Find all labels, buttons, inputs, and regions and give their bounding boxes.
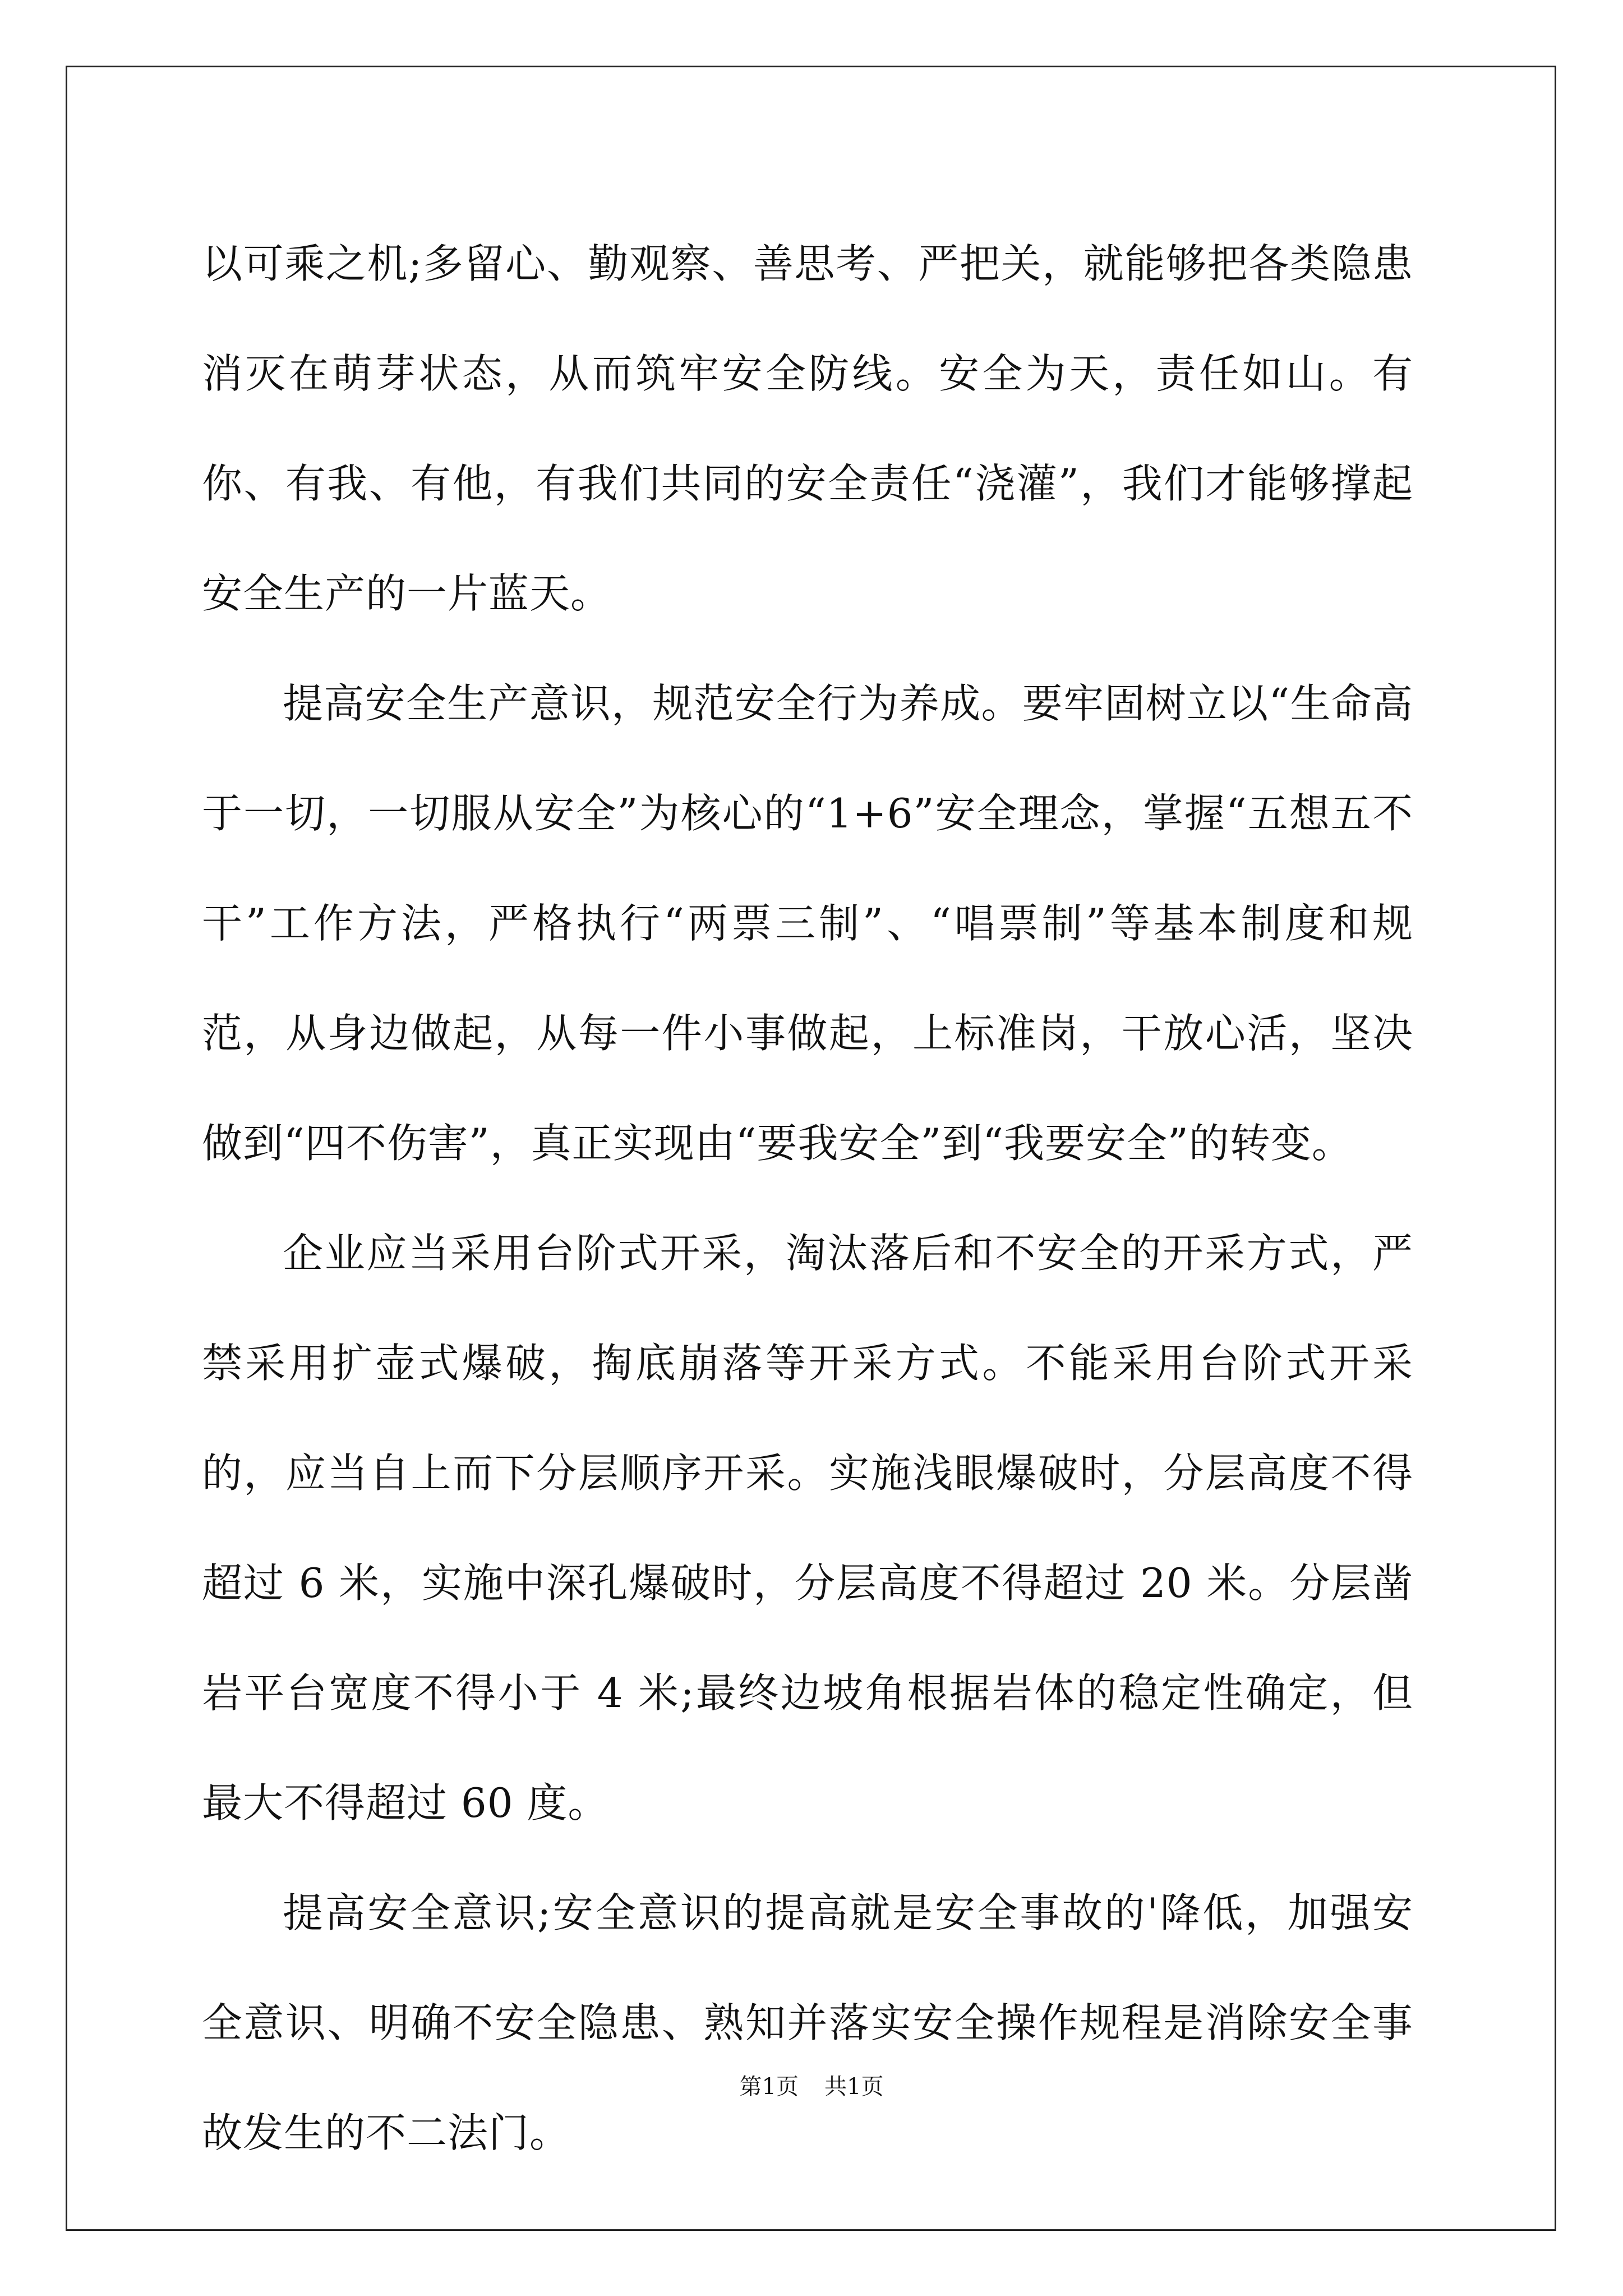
paragraph-2: 提高安全生产意识，规范安全行为养成。要牢固树立以“生命高于一切，一切服从安全”为核心的“1+6”安全理念，掌握“五想五不干”工作方法，严格执行“两票三制”、“唱票制”等基本制度和规范，从身边做起，从每一件小事做起，上标准岗，干放心活，坚决做到“四不伤害”，真正实现由“要我安全”到“我要安全”的转变。 — [202, 680, 1413, 1167]
page-number-total: 共1页 — [824, 2074, 884, 2100]
paragraph-1: 以可乘之机;多留心、勤观察、善思考、严把关，就能够把各类隐患消灭在萌芽状态，从而筑牢安全防线。安全为天，责任如山。有你、有我、有他，有我们共同的安全责任“浇灌”，我们才能够撑起安全生产的一片蓝天。 — [202, 240, 1413, 617]
paragraph-4: 提高安全意识;安全意识的提高就是安全事故的'降低，加强安全意识、明确不安全隐患、熟知并落实安全操作规程是消除安全事故发生的不二法门。 — [202, 1889, 1413, 2156]
document-body — [202, 209, 1413, 2188]
paragraph-3: 企业应当采用台阶式开采，淘汰落后和不安全的开采方式，严禁采用扩壶式爆破，掏底崩落等开采方式。不能采用台阶式开采的，应当自上而下分层顺序开采。实施浅眼爆破时，分层高度不得超过 6 米，实施中深孔爆破时，分层高度不得超过 20 米。分层凿岩平台宽度不得小于 4 米;最终边坡角根据岩体的稳定性确定，但最大不得超过 60 度。 — [202, 1230, 1413, 1826]
page-number-current: 第1页 — [739, 2074, 799, 2100]
page-footer — [0, 2070, 1623, 2104]
